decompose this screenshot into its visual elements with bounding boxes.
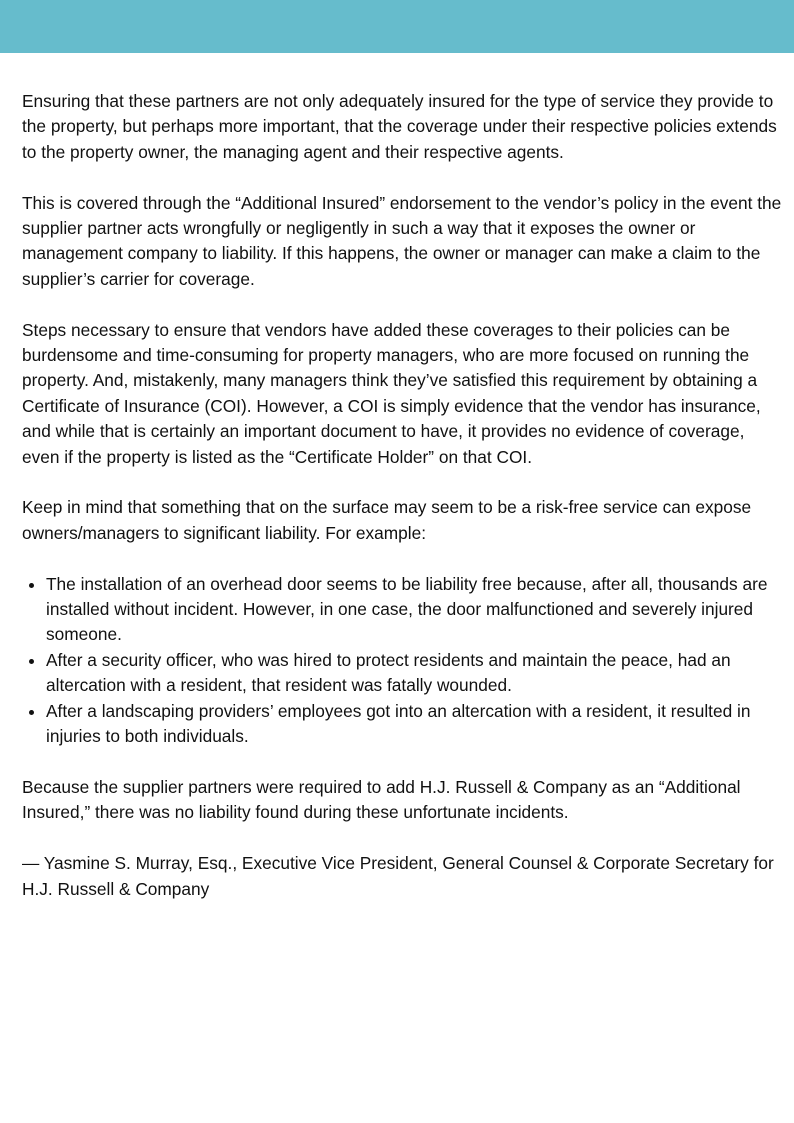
paragraph-coi-steps: Steps necessary to ensure that vendors have added these coverages to their policies can be burdensome and time-consuming for property managers, who are more focused on running the property. And, mistakenly, many managers think they’ve satisfied this requirement by obtaining a Certificate of Insurance (COI). However, a COI is simply evidence that the vendor has insurance, and while that is certainly an important document to have, it provides no evidence of coverage, even if the property is listed as the “Certificate Holder” on that COI. <box>22 319 761 467</box>
paragraph-conclusion: Because the supplier partners were required to add H.J. Russell & Company as an “Additional Insured,” there was no liability found during these unfortunate incidents. <box>22 776 741 823</box>
header-band <box>0 0 794 53</box>
paragraph-insurance-partners: Ensuring that these partners are not only adequately insured for the type of service they provide to the property, but perhaps more important, that the coverage under their respective policies extends to the property owner, the managing agent and their respective agents. <box>22 91 777 162</box>
list-item-landscaping: • After a landscaping providers’ employees got into an altercation with a resident, it resulted in injuries to both individuals. <box>46 699 782 750</box>
attribution: — Yasmine S. Murray, Esq., Executive Vice President, General Counsel & Corporate Secretary for H.J. Russell & Company <box>22 853 774 899</box>
examples-list <box>22 572 782 750</box>
list-item-security-officer: • After a security officer, who was hired to protect residents and maintain the peace, had an altercation with a resident, that resident was fatally wounded. <box>46 648 782 699</box>
article-body <box>22 89 782 927</box>
paragraph-additional-insured: This is covered through the “Additional Insured” endorsement to the vendor’s policy in the event the supplier partner acts wrongfully or negligently in such a way that it exposes the owner or management company to liability. If this happens, the owner or manager can make a claim to the supplier’s carrier for coverage. <box>22 192 782 289</box>
list-item-overhead-door: • The installation of an overhead door seems to be liability free because, after all, thousands are installed without incident. However, in one case, the door malfunctioned and severely injured someone. <box>46 572 782 648</box>
paragraph-risk-intro: Keep in mind that something that on the surface may seem to be a risk-free service can expose owners/managers to significant liability. For example: <box>22 497 752 543</box>
